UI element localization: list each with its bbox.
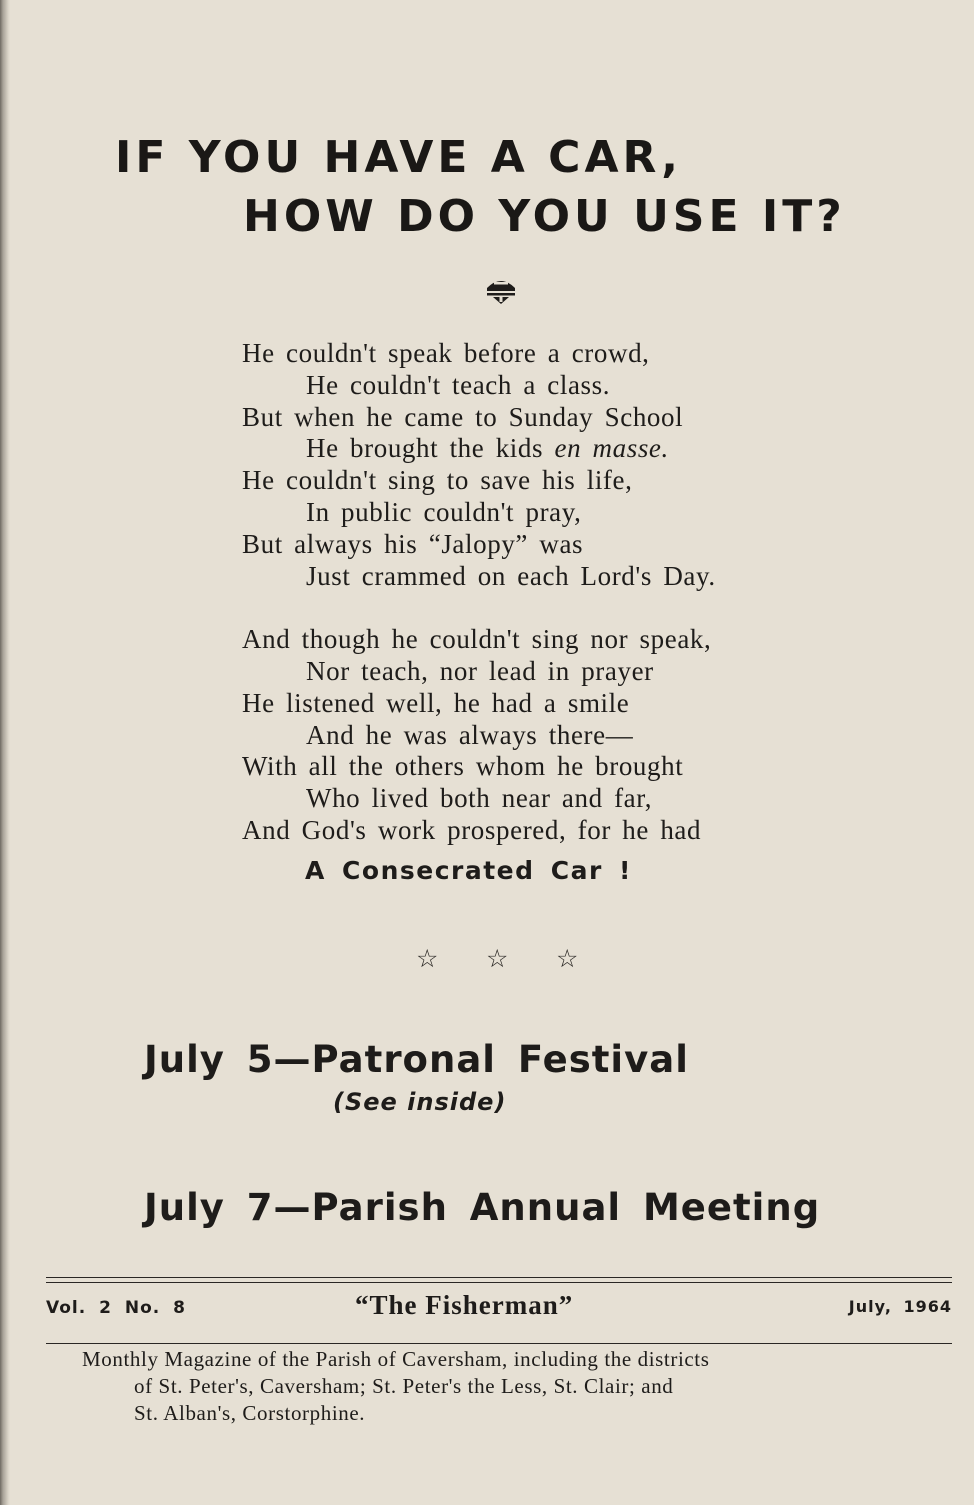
poem-line: Just crammed on each Lord's Day. — [306, 560, 716, 591]
footer-line: Monthly Magazine of the Parish of Caversham, including the districts — [82, 1347, 710, 1371]
ornament-icon — [483, 276, 519, 304]
stanza-gap — [242, 592, 716, 624]
poem-line: In public couldn't pray, — [306, 496, 582, 527]
event-annual-meeting: July 7—Parish Annual Meeting — [144, 1186, 821, 1229]
poem-line-part: He brought the kids — [306, 433, 555, 464]
divider-rule — [46, 1282, 952, 1283]
poem-line: Who lived both near and far, — [306, 783, 653, 814]
poem-line: He listened well, he had a smile — [242, 687, 630, 718]
issue-date: July, 1964 — [848, 1297, 952, 1316]
poem-closing-line: A Consecrated Car ! — [305, 856, 632, 885]
page-binding-edge — [0, 0, 10, 1505]
divider-rule — [46, 1343, 952, 1344]
star-icon: ☆ — [486, 946, 509, 973]
footer-description — [82, 1346, 922, 1427]
magazine-title: “The Fisherman” — [355, 1290, 574, 1320]
poem-line — [242, 433, 716, 465]
poem-line: And he was always there— — [306, 719, 634, 750]
star-divider — [416, 944, 626, 974]
volume-number: Vol. 2 No. 8 — [46, 1298, 186, 1318]
poem-line: And though he couldn't sing nor speak, — [242, 624, 712, 655]
poem-line: But when he came to Sunday School — [242, 401, 684, 432]
event-note: (See inside) — [333, 1088, 507, 1116]
poem — [242, 338, 716, 847]
poem-line: He couldn't sing to save his life, — [242, 465, 633, 496]
poem-line: With all the others whom he brought — [242, 751, 684, 782]
divider-rule — [46, 1277, 952, 1278]
headline-line-1: IF YOU HAVE A CAR, — [115, 132, 682, 183]
poem-line: Nor teach, nor lead in prayer — [306, 655, 654, 686]
footer-line: of St. Peter's, Caversham; St. Peter's the Less, St. Clair; and — [134, 1374, 674, 1398]
poem-line: He couldn't speak before a crowd, — [242, 338, 650, 368]
event-patronal-festival: July 5—Patronal Festival — [144, 1038, 689, 1081]
poem-line-italic: en masse. — [554, 433, 669, 464]
footer-line: St. Alban's, Corstorphine. — [134, 1401, 366, 1425]
star-icon: ☆ — [556, 946, 579, 973]
poem-line: He couldn't teach a class. — [306, 369, 611, 400]
star-icon: ☆ — [416, 946, 439, 973]
poem-line: But always his “Jalopy” was — [242, 528, 584, 559]
poem-line: And God's work prospered, for he had — [242, 814, 702, 845]
headline-line-2: HOW DO YOU USE IT? — [243, 191, 846, 242]
